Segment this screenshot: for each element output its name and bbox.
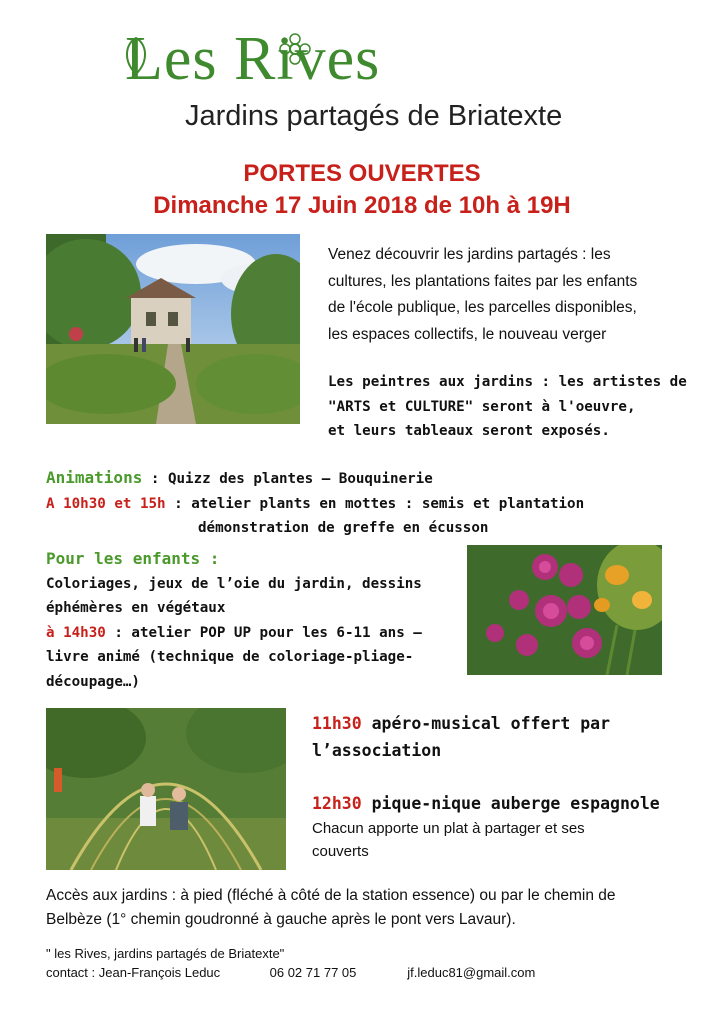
intro-line: de l'école publique, les parcelles disponibles, xyxy=(328,299,637,316)
contact-name: contact : Jean-François Leduc xyxy=(46,965,221,980)
willow-hut-photo xyxy=(46,708,286,870)
access-line: Belbèze (1° chemin goudronné à gauche après le pont vers Lavaur). xyxy=(46,911,516,928)
animations-text: Quizz des plantes – Bouquinerie xyxy=(167,471,433,487)
kids-line: découpage…) xyxy=(46,673,140,690)
kids-line: Coloriages, jeux de l’oie du jardin, dessins xyxy=(46,575,422,592)
aperitif-text: apéro-musical offert par xyxy=(361,714,611,733)
logo-title: Les Rives xyxy=(125,25,381,93)
dahlia-photo xyxy=(467,545,662,675)
picnic-note: couverts xyxy=(312,843,369,860)
intro-paragraph xyxy=(328,242,698,348)
logo xyxy=(125,25,605,138)
painters-line: et leurs tableaux seront exposés. xyxy=(328,423,610,439)
footer-org: " les Rives, jardins partagés de Briatexte" xyxy=(46,946,285,961)
aperitif-text-2: l’association xyxy=(312,741,442,760)
flower-icon xyxy=(275,32,315,66)
aperitif-time: 11h30 xyxy=(312,714,362,733)
kids-time: à 14h30 xyxy=(46,624,106,641)
footer xyxy=(46,944,686,982)
intro-line: Venez découvrir les jardins partagés : les xyxy=(328,246,611,263)
kids-time-text: : atelier POP UP pour les 6-11 ans – xyxy=(105,624,422,641)
access-line: Accès aux jardins : à pied (fléché à côté de la station essence) ou par le chemin de xyxy=(46,887,616,904)
kids-line: livre animé (technique de coloriage-pliage- xyxy=(46,649,414,665)
contact-phone: 06 02 71 77 05 xyxy=(269,965,357,980)
picnic-text: pique-nique auberge espagnole xyxy=(361,794,660,813)
intro-line: les espaces collectifs, le nouveau verger xyxy=(328,325,607,343)
garden-house-photo xyxy=(46,234,300,424)
workshop-time: A 10h30 et 15h xyxy=(46,495,166,512)
painters-line: Les peintres aux jardins : les artistes de xyxy=(328,374,687,390)
leaf-icon xyxy=(121,36,151,76)
kids-line: éphémères en végétaux xyxy=(46,600,226,616)
intro-line: cultures, les plantations faites par les enfants xyxy=(328,272,638,290)
picnic-note: Chacun apporte un plat à partager et ses xyxy=(312,820,585,837)
kids-heading: Pour les enfants : xyxy=(46,549,220,568)
animations-label: Animations xyxy=(46,468,143,487)
painters-paragraph xyxy=(328,370,708,444)
event-title: PORTES OUVERTES xyxy=(243,160,481,187)
workshop-text: : atelier plants en mottes : semis et plantation xyxy=(165,495,585,512)
program-section xyxy=(312,710,702,863)
logo-subtitle: Jardins partagés de Briatexte xyxy=(185,100,563,132)
animations-section xyxy=(46,466,686,541)
animations-sep: : xyxy=(142,471,168,487)
painters-line: "ARTS et CULTURE" seront à l'oeuvre, xyxy=(328,398,636,415)
access-info xyxy=(46,884,706,932)
contact-email[interactable]: jf.leduc81@gmail.com xyxy=(407,965,536,980)
grafting-demo: démonstration de greffe en écusson xyxy=(198,520,489,536)
event-date: Dimanche 17 Juin 2018 de 10h à 19H xyxy=(153,192,571,219)
picnic-time: 12h30 xyxy=(312,794,362,813)
kids-section xyxy=(46,547,466,694)
